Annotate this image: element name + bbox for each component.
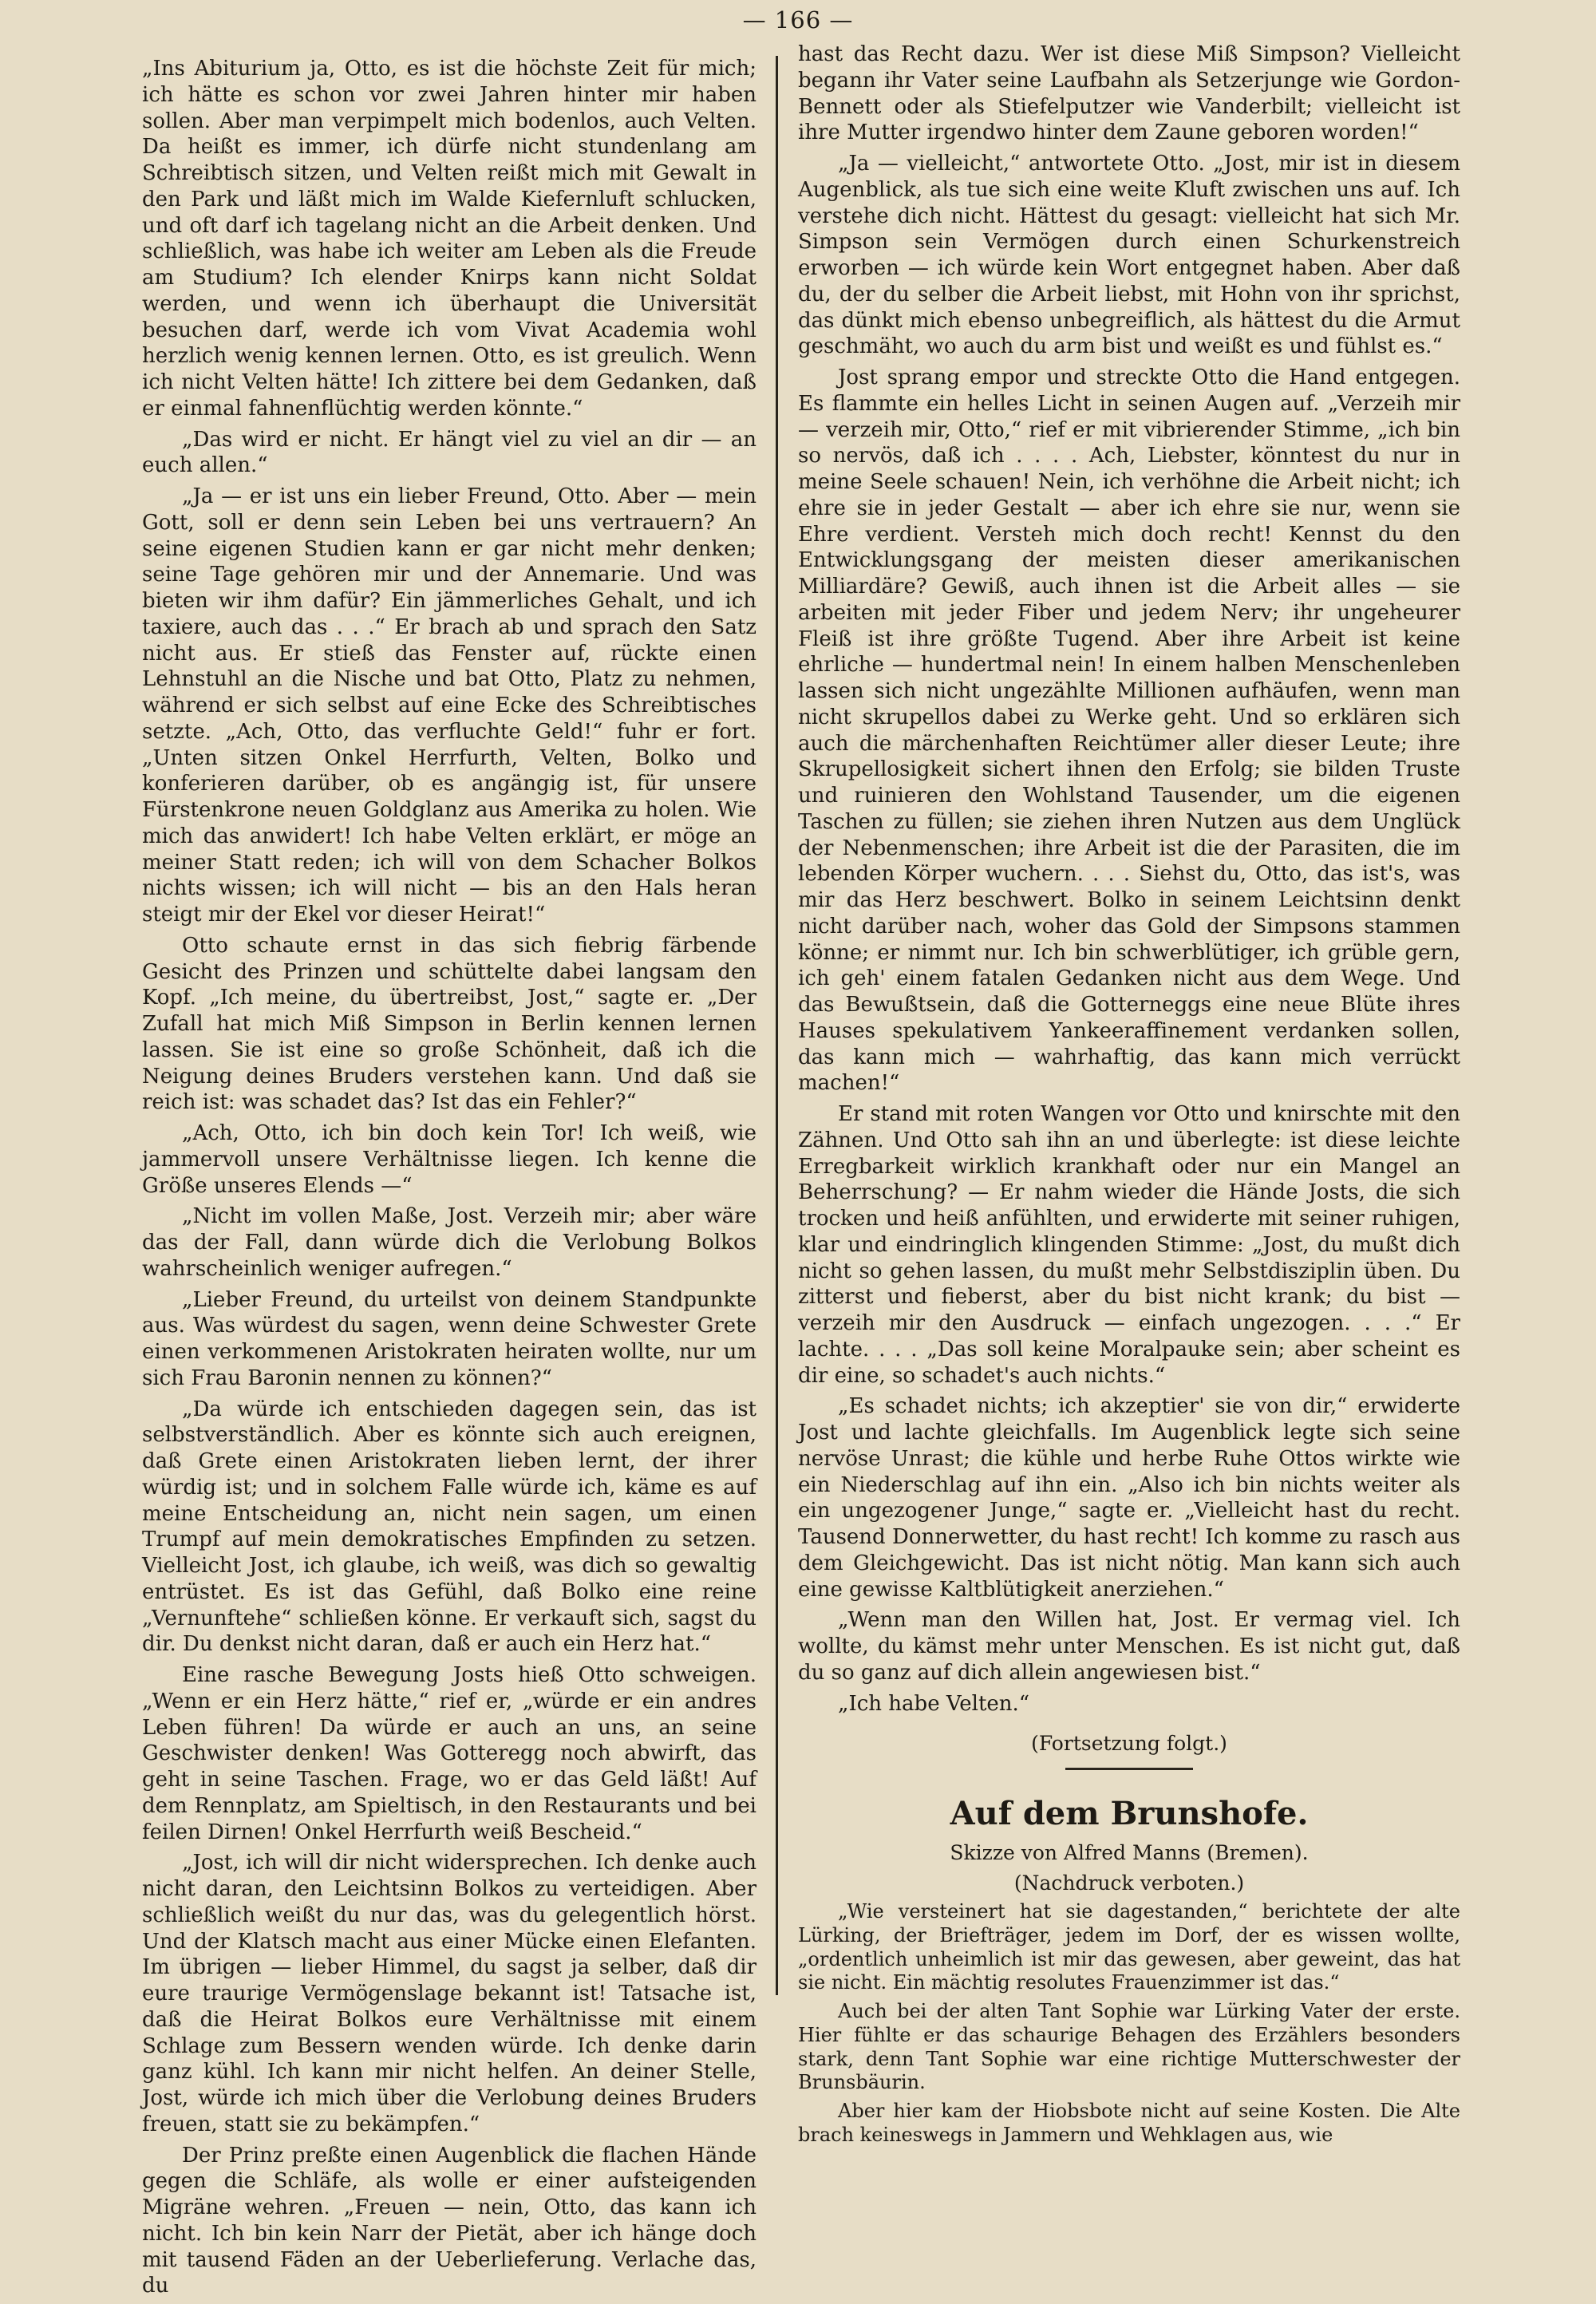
story-section — [798, 1794, 1460, 2148]
paragraph: Auch bei der alten Tant Sophie war Lürking Vater der erste. Hier fühlte er das schaurige Behagen des Erzählers besonders stark, denn Tant Sophie war eine richtige Mutterschwester der Brunsbäurin. — [798, 2000, 1460, 2094]
continuation-note: (Fortsetzung folgt.) — [1031, 1732, 1227, 1756]
story-byline: Skizze von Alfred Manns (Bremen). — [950, 1841, 1309, 1865]
reprint-note: (Nachdruck verboten.) — [1013, 1871, 1245, 1895]
paragraph: „Ach, Otto, ich bin doch kein Tor! Ich weiß, wie jammervoll unsere Verhältnisse liegen. Ich kenne die Größe unseres Elends —“ — [142, 1121, 757, 1198]
left-column — [142, 56, 757, 2304]
paragraph: Jost sprang empor und streckte Otto die Hand entgegen. Es flammte ein helles Licht in seinen Augen auf. „Verzeih mir — verzeih mir, Otto,“ rief er mit vibrierender Stimme, „ich bin so nervös, daß ich . . . . Ach, Liebster, könntest du nur in meine Seele schauen! Nein, ich verhöhne die Arbeit nicht; ich ehre sie in jeder Gestalt — aber ich ehre sie nur, wenn sie Ehre verdient. Versteh mich doch recht! Kennst du den Entwicklungsgang der meisten dieser amerikanischen Milliardäre? Gewiß, auch ihnen ist die Arbeit alles — sie arbeiten mit jeder Fiber und jedem Nerv; ihr ungeheurer Fleiß ist ihre größte Tugend. Aber ihre Arbeit ist keine ehrliche — hundertmal nein! In einem halben Menschenleben lassen sich nicht ungezählte Millionen aufhäufen, wenn man nicht skrupellos dabei zu Werke geht. Und so erklären sich auch die märchenhaften Reichtümer aller dieser Leute; ihre Skrupellosigkeit sichert ihnen den Erfolg; sie bilden Truste und ruinieren den Wohlstand Tausender, um die eigenen Taschen zu füllen; sie ziehen ihren Nutzen aus dem Unglück der Nebenmenschen; ihre Arbeit ist die der Parasiten, die im lebenden Körper wuchern. . . . Siehst du, Otto, das ist's, was mir das Herz beschwert. Bolko in seinem Leichtsinn denkt nicht darüber nach, woher das Gold der Simpsons stammen könne; er nimmt nur. Ich bin schwerblütiger, ich grüble gern, ich geh' einem fatalen Gedanken nicht aus dem Wege. Und das Bewußtsein, daß die Gotterneggs eine neue Blüte ihres Hauses spekulativem Yankeeraffinement verdanken sollen, das kann mich — wahrhaftig, das kann mich verrückt machen!“ — [798, 366, 1460, 1096]
paragraph: „Wie versteinert hat sie dagestanden,“ berichtete der alte Lürking, der Briefträger, jedem im Dorf, der es wissen wollte, „ordentlich unheimlich ist mir das gewesen, aber geweint, das hat sie nicht. Ein mächtig resolutes Frauenzimmer ist das.“ — [798, 1900, 1460, 1994]
paragraph: „Das wird er nicht. Er hängt viel zu viel an dir — an euch allen.“ — [142, 427, 757, 478]
paragraph: „Ins Abiturium ja, Otto, es ist die höchste Zeit für mich; ich hätte es schon vor zwei Jahren hinter mir haben sollen. Aber man verpimpelt mich bodenlos, auch Velten. Da heißt es immer, ich dürfe nicht stundenlang am Schreibtisch sitzen, und Velten reißt mich mit Gewalt in den Park und läßt mich im Walde Kiefernluft schlucken, und oft darf ich tagelang nicht an die Arbeit denken. Und schließlich, was habe ich weiter am Leben als die Freude am Studium? Ich elender Knirps kann nicht Soldat werden, und wenn ich überhaupt die Universität besuchen darf, werde ich vom Vivat Academia wohl herzlich wenig kennen lernen. Otto, es ist greulich. Wenn ich nicht Velten hätte! Ich zittere bei dem Gedanken, daß er einmal fahnenflüchtig werden könnte.“ — [142, 57, 757, 421]
column-divider — [776, 56, 778, 1995]
paragraph: „Lieber Freund, du urteilst von deinem Standpunkte aus. Was würdest du sagen, wenn deine Schwester Grete einen verkommenen Aristokraten heiraten wollte, nur um sich Frau Baronin nennen zu können?“ — [142, 1287, 757, 1390]
paragraph: „Es schadet nichts; ich akzeptier' sie von dir,“ erwiderte Jost und lachte gleichfalls. Im Augenblick legte sich seine nervöse Unrast; die kühle und herbe Ruhe Ottos wirkte wie ein Niederschlag auf ihn ein. „Also ich bin nichts weiter als ein ungezogener Junge,“ sagte er. „Vielleicht hast du recht. Tausend Donnerwetter, du hast recht! Ich komme zu rasch aus dem Gleichgewicht. Das ist nicht nötig. Man kann sich auch eine gewisse Kaltblütigkeit anerziehen.“ — [798, 1394, 1460, 1602]
story-title: Auf dem Brunshofe. — [950, 1794, 1309, 1832]
page-number: — 166 — — [742, 6, 854, 34]
paragraph: „Jost, ich will dir nicht widersprechen. Ich denke auch nicht daran, den Leichtsinn Bolkos zu verteidigen. Aber schließlich weißt du nur das, was du gelegentlich hörst. Und der Klatsch macht aus einer Mücke einen Elefanten. Im übrigen — lieber Himmel, du sagst ja selber, daß dir eure traurige Vermögenslage bekannt ist! Tatsache ist, daß die Heirat Bolkos eure Verhältnisse mit einem Schlage zum Bessern wenden würde. Ich denke darin ganz kühl. Ich kann mir nicht helfen. An deiner Stelle, Jost, würde ich mich über die Verlobung deines Bruders freuen, statt sie zu bekämpfen.“ — [142, 1851, 757, 2136]
paragraph: „Ja — vielleicht,“ antwortete Otto. „Jost, mir ist in diesem Augenblick, als tue sich eine weite Kluft zwischen uns auf. Ich verstehe dich nicht. Hättest du gesagt: vielleicht hat sich Mr. Simpson sein Vermögen durch einen Schurkenstreich erworben — ich würde kein Wort entgegnet haben. Aber daß du, der du selber die Arbeit liebst, mit Hohn von ihr sprichst, das dünkt mich ebenso unbegreiflich, als hättest du die Armut geschmäht, wo auch du arm bist und weißt es und fühlst es.“ — [798, 152, 1460, 359]
paragraph: „Nicht im vollen Maße, Jost. Verzeih mir; aber wäre das der Fall, dann würde dich die Verlobung Bolkos wahrscheinlich weniger aufregen.“ — [142, 1204, 757, 1281]
paragraph: „Da würde ich entschieden dagegen sein, das ist selbstverständlich. Aber es könnte sich auch ereignen, daß Grete einen Aristokraten lieben lernt, der ihrer würdig ist; und in solchem Falle würde ich, käme es auf meine Entscheidung an, nicht nein sagen, um einen Trumpf auf mein demokratisches Empfinden zu setzen. Vielleicht Jost, ich glaube, ich weiß, was dich so gewaltig entrüstet. Es ist das Gefühl, daß Bolko eine reine „Vernunftehe“ schließen könne. Er verkauft sich, sagst du dir. Du denkst nicht daran, daß er auch ein Herz hat.“ — [142, 1397, 757, 1657]
paragraph: „Wenn man den Willen hat, Jost. Er vermag viel. Ich wollte, du kämst mehr unter Menschen. Es ist nicht gut, daß du so ganz auf dich allein angewiesen bist.“ — [798, 1608, 1460, 1685]
paragraph: Der Prinz preßte einen Augenblick die flachen Hände gegen die Schläfe, als wolle er einer aufsteigenden Migräne wehren. „Freuen — nein, Otto, das kann ich nicht. Ich bin kein Narr der Pietät, aber ich hänge doch mit tausend Fäden an der Ueberlieferung. Verlache das, du — [142, 2143, 757, 2298]
paragraph: Er stand mit roten Wangen vor Otto und knirschte mit den Zähnen. Und Otto sah ihn an und überlegte: ist diese leichte Erregbarkeit wirklich krankhaft oder nur ein Mangel an Beherrschung? — Er nahm wieder die Hände Josts, die sich trocken und heiß anfühlten, und erwiderte mit seiner ruhigen, klar und eindringlich klingenden Stimme: „Jost, du mußt dich nicht so gehen lassen, du mußt mehr Selbstdisziplin üben. Du zitterst und fieberst, aber du bist nicht krank; du bist — verzeih mir den Ausdruck — einfach ungezogen. . . .“ Er lachte. . . . „Das soll keine Moralpauke sein; aber scheint es dir eine, so schadet's auch nichts.“ — [798, 1102, 1460, 1388]
paragraph: Otto schaute ernst in das sich fiebrig färbende Gesicht des Prinzen und schüttelte dabei langsam den Kopf. „Ich meine, du übertreibst, Jost,“ sagte er. „Der Zufall hat mich Miß Simpson in Berlin kennen lernen lassen. Sie ist eine so große Schönheit, daß ich die Neigung deines Bruders verstehen kann. Und daß sie reich ist: was schadet das? Ist das ein Fehler?“ — [142, 933, 757, 1115]
paragraph: Aber hier kam der Hiobsbote nicht auf seine Kosten. Die Alte brach keineswegs in Jammern und Wehklagen aus, wie — [798, 2100, 1460, 2146]
right-column — [798, 41, 1460, 2152]
section-divider — [1065, 1768, 1193, 1770]
paragraph: „Ja — er ist uns ein lieber Freund, Otto. Aber — mein Gott, soll er denn sein Leben bei uns vertrauern? An seine eigenen Studien kann er gar nicht mehr denken; seine Tage gehören mir und der Annemarie. Und was bieten wir ihm dafür? Ein jämmerliches Gehalt, und ich taxiere, auch das . . .“ Er brach ab und sprach den Satz nicht aus. Er stieß das Fenster auf, rückte einen Lehnstuhl an die Nische und bat Otto, Platz zu nehmen, während er sich selbst auf eine Ecke des Schreibtisches setzte. „Ach, Otto, das verfluchte Geld!“ fuhr er fort. „Unten sitzen Onkel Herrfurth, Velten, Bolko und konferieren darüber, ob es angängig ist, für unsere Fürstenkrone neuen Goldglanz aus Amerika zu holen. Wie mich das anwidert! Ich habe Velten erklärt, er möge an meiner Statt reden; ich will von dem Schacher Bolkos nichts wissen; ich will nicht — bis an den Hals heran steigt mir der Ekel vor dieser Heirat!“ — [142, 484, 757, 927]
paragraph: hast das Recht dazu. Wer ist diese Miß Simpson? Vielleicht begann ihr Vater seine Laufbahn als Setzerjunge wie Gordon-Bennett oder als Stiefelputzer wie Vanderbilt; vielleicht ist ihre Mutter irgendwo hinter dem Zaune geboren worden!“ — [798, 42, 1460, 145]
paragraph: Eine rasche Bewegung Josts hieß Otto schweigen. „Wenn er ein Herz hätte,“ rief er, „würde er ein andres Leben führen! Da würde er auch an uns, an seine Geschwister denken! Was Gotteregg noch abwirft, das geht in seine Taschen. Frage, wo er das Geld läßt! Auf dem Rennplatz, am Spieltisch, in den Restaurants und bei feilen Dirnen! Onkel Herrfurth weiß Bescheid.“ — [142, 1663, 757, 1844]
paragraph: „Ich habe Velten.“ — [838, 1691, 1030, 1716]
